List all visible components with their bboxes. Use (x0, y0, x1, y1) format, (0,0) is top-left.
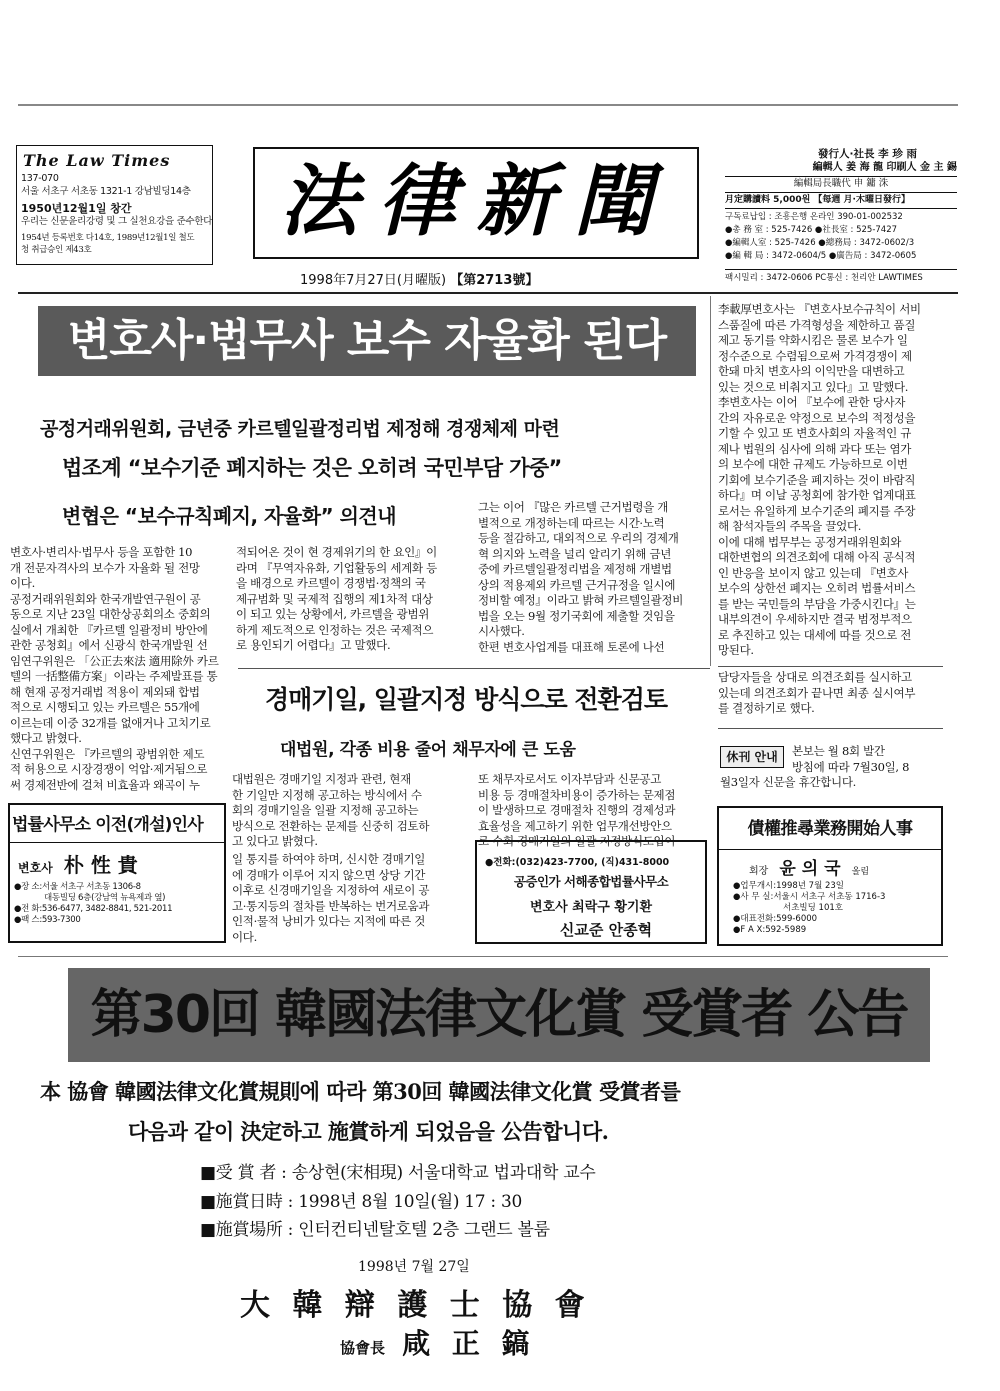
ad-office-name: 朴 性 貴 (63, 853, 138, 877)
text-line: 간의 자유로운 약정으로 보수의 적정성을 (718, 410, 916, 425)
text-line: 적 허용으로 시장경쟁이 억압·제거됨으로 (10, 762, 208, 776)
text-line: 로 추진하고 있는 대세에 따를 것으로 전 (718, 627, 912, 642)
text-line: 하게 제도적으로 인정하는 것은 국제적으 (236, 622, 434, 637)
issue-date: 1998年7月27日(月曜版) 【第2713號】 (300, 273, 539, 288)
text-line: 망된다. (718, 643, 754, 657)
text-line: 이후로 신경매기일을 지정하여 새로이 공 (232, 883, 430, 897)
ad-debt-start: ●업무개시:1998년 7월 23일 (733, 881, 845, 891)
text-line: 로서는 유일하게 보수기준의 폐지를 주장 (718, 503, 916, 518)
text-line: 적으로 시행되고 있는 카르텔은 55개에 (10, 700, 200, 714)
text-line: 에 경매가 이루어 지지 않으면 상당 기간 (232, 867, 426, 882)
masthead-right (725, 148, 957, 285)
text-line: 있는 것으로 비춰지고 있다』고 말했다. (718, 379, 909, 394)
text-line: 이다. (232, 929, 257, 944)
award-item-recipient: ■受 賞 者 : 송상현(宋相現) 서울대학교 법과대학 교수 (200, 1163, 596, 1183)
ad-office-phone: ●전 화:536-6477, 3482-8841, 521-2011 (14, 904, 173, 914)
text-line: 기회에 보수기준을 폐지하는 것이 바람직 (718, 472, 916, 487)
text-line: 있는데 의견조회가 끝나면 최종 실시여부 (718, 685, 916, 700)
phone-line-1: ●총 務 室 : 525-7426 ●社長室 : 525-7427 (725, 225, 898, 235)
ad-debt-office: ●사 무 실:서울시 서초구 서초동 1716-3 (733, 892, 886, 902)
text-line: 혁 의지와 노력을 널리 알리기 위해 금년 (478, 546, 672, 561)
text-line: 임연구위원은 「公正去來法 適用除外 카르 (10, 653, 219, 668)
editor-chief: 編輯局長職代 申 鏞 洙 (725, 176, 957, 190)
text-line: 신연구위원은 『카르텔의 광범위한 제도 (10, 746, 205, 761)
text-line: 이다. (10, 576, 35, 590)
ad-notary-phone: ●전화:(032)423-7700, (직)431-8000 (485, 857, 670, 868)
ad-debt-title: 債權推尋業務開始人事 (719, 808, 941, 850)
text-line: 라며 『무역자유화, 기업활동의 세계화 등 (236, 560, 437, 575)
ad-notary-lawyers-1: 변호사 최락구 황기환 (529, 900, 653, 915)
phone-line-2: ●編輯人室 : 525-7426 ●總務局 : 3472-0602/3 (725, 238, 915, 248)
text-line: 법을 오는 9월 정기국회에 제출할 것임을 (478, 608, 675, 623)
masthead-registration-1: 1954년 등록번호 다14호, 1989년12월1일 철도 (21, 232, 195, 243)
award-banner-title: 第30回 韓國法律文化賞 受賞者 公告 (90, 985, 908, 1045)
text-line: 이르는데 이중 32개를 없애거나 고치기로 (10, 715, 211, 730)
closure-notice-text (720, 744, 948, 791)
text-line: 적되어온 것이 현 경제위기의 한 요인』이 (236, 545, 437, 559)
second-article-col1 (232, 772, 468, 850)
masthead-left-box (16, 145, 213, 265)
law-times-logo: The Law Times (23, 151, 171, 170)
award-president-label: 協會長 (340, 1339, 386, 1357)
text-line: 을 배경으로 카르텔이 경쟁법·정책의 국 (236, 576, 426, 590)
masthead-address: 서울 서초구 서초동 1321-1 강남빌딩14층 (21, 185, 191, 197)
text-line: 인 반응을 보이지 않고 있는데 『변호사 (718, 565, 909, 580)
main-headline: 변호사·법무사 보수 자율화 된다 (67, 315, 667, 366)
main-subheadline-2: 법조계 “보수기준 폐지하는 것은 오히려 국민부담 가중” (62, 456, 562, 480)
ad-office-relocation (8, 803, 226, 943)
ad-notary-office-name: 공증인가 서해종합법률사무소 (513, 874, 669, 889)
award-president-name: 咸 正 鎬 (402, 1327, 536, 1360)
second-article-col3 (718, 670, 946, 717)
text-line: 실에서 개최한 『카르텔 일괄정비 방안에 (10, 622, 208, 637)
text-line: 대한변협의 의견조회에 대해 아직 공식적 (718, 550, 916, 564)
text-line: 제고 동기를 약화시킴은 물론 보수가 일 (718, 333, 908, 347)
text-line: 등을 절감하고, 대외적으로 우리의 경제개 (478, 531, 679, 545)
text-line: 대법원은 경매기일 지정과 관련, 현재 (232, 772, 411, 786)
ad-office-address: ●장 소:서울 서초구 서초동 1306-8 (14, 882, 141, 892)
text-line: 별적으로 개정하는데 따르는 시간·노력 (478, 515, 665, 530)
text-line: 정수준으로 수렴됨으로써 가격경쟁이 제 (718, 348, 912, 363)
ad-notary-lawyers-2: 신교준 안종혁 (559, 921, 653, 939)
text-line: 정비할 예정』이라고 밝혀 카르텔일괄정비 (478, 593, 684, 607)
text-line: 한 기일만 지정해 공고하는 방식에서 수 (232, 787, 422, 802)
award-intro-1: 本 協會 韓國法律文化賞規則에 따라 第30回 韓國法律文化賞 受賞者를 (40, 1079, 681, 1104)
issue-number: 【第2713號】 (450, 273, 539, 288)
award-item-venue: ■施賞場所 : 인터컨티넨탈호텔 2층 그랜드 볼룸 (200, 1220, 550, 1240)
text-line: 로 용인되기 어렵다』고 말했다. (236, 638, 391, 652)
text-line: 해 현재 공정거래법 적용이 제외돼 합법 (10, 684, 200, 699)
text-line: 이 발생하므로 경매절차 진행의 경제성과 (478, 803, 676, 817)
text-line: 고·통지등의 절차를 반복하는 번거로움과 (232, 898, 430, 913)
award-date: 1998년 7월 27일 (358, 1259, 470, 1275)
text-line: 해 참석자들의 주목을 끌었다. (718, 519, 862, 533)
subscription: 月定購讀料 5,000원 【每週 月·木曜日發行】 (725, 192, 957, 209)
masthead-ethics: 우리는 신문윤리강령 및 그 실천요강을 준수한다 (21, 216, 213, 227)
ad-office-building: 대동빌딩 6층(강남역 뉴욕제과 옆) (44, 893, 166, 903)
text-line: 인적·물적 낭비가 있다는 지적에 따른 것 (232, 914, 426, 928)
text-line: 일 통지를 하여야 하며, 신시한 경매기일 (232, 852, 426, 866)
main-article-col4 (718, 302, 946, 659)
text-line: 했다고 밝혔다. (10, 731, 82, 745)
text-line: 변호사·변리사·법무사 등을 포함한 10 (10, 545, 193, 559)
text-line: 개 전문자격사의 보수가 자율화 될 전망 (10, 560, 200, 575)
text-line: 고 있다고 밝혔다. (232, 834, 318, 848)
text-line: 써 경제전반에 걸쳐 비효율과 왜곡이 누 (10, 777, 200, 792)
text-line: 를 결정하기로 했다. (718, 701, 815, 715)
main-article-col3 (478, 500, 708, 655)
ad-debt-role: 회장 (749, 866, 769, 877)
text-line: 관한 공청회』에서 신광식 한국개발원 선 (10, 638, 208, 652)
text-line: 이 되고 있는 상황에서, 카르텔을 광범위 (236, 607, 430, 621)
second-subheadline: 대법원, 각종 비용 줄어 채무자에 큰 도움 (280, 740, 576, 760)
fax-info: 팩시밀리 : 3472-0606 PC통신 : 천리안 LAWTIMES (725, 269, 957, 285)
text-line: 시사했다. (478, 624, 525, 638)
text-line: 비용 등 경매절차비용이 증가하는 문제점 (478, 787, 676, 802)
text-line: 동으로 지난 23일 대한상공회의소 중회의 (10, 607, 211, 621)
text-line: 李변호사는 이어 『보수에 관한 당사자 (718, 395, 906, 409)
second-headline: 경매기일, 일괄지정 방식으로 전환검토 (265, 685, 668, 714)
main-headline-banner (38, 306, 696, 376)
award-intro-2: 다음과 같이 決定하고 施賞하게 되었음을 公告합니다. (128, 1119, 609, 1144)
ad-debt-suffix: 올림 (851, 867, 870, 877)
text-line: 기할 수 있고 또 변호사회의 자율적인 규 (718, 426, 912, 440)
newspaper-title: 法律新聞 (279, 156, 672, 247)
text-line: 또 채무자로서도 이자부담과 신문공고 (478, 772, 662, 786)
ad-office-fax: ●팩 스:593-7300 (14, 915, 81, 925)
ad-debt-phone: ●대표전화:599-6000 (733, 914, 818, 924)
publisher: 發行人·社長 李 珍 雨 (818, 148, 917, 160)
phone-line-3: ●編 輯 局 : 3472-0604/5 ●廣告局 : 3472-0605 (725, 251, 917, 261)
text-line: 상의 적용제외 카르텔 근거규정을 일시에 (478, 577, 676, 592)
text-line: 회의 경매기일을 일괄 지정해 공고하는 (232, 803, 419, 817)
ad-debt-fax: ●F A X:592-5989 (733, 925, 807, 935)
main-article-col2 (236, 545, 464, 654)
main-subheadline-3: 변협은 “보수규칙폐지, 자율화” 의견내 (62, 504, 397, 528)
second-article-col2 (478, 772, 710, 850)
text-line: 텔의 一括整備方案」이라는 주제발표를 통 (10, 669, 218, 683)
award-president (340, 1322, 536, 1362)
ad-debt-building: 서초빌딩 101호 (783, 903, 843, 913)
text-line: 한편 변호사업계를 대표해 토론에 나선 (478, 639, 665, 654)
bank-info: 구독료납입 : 조흥은행 온라인 390-01-002532 (725, 212, 903, 222)
award-item-date: ■施賞日時 : 1998년 8월 10일(월) 17 : 30 (200, 1192, 522, 1212)
text-line: 중에 카르텔일괄정리법을 제정해 개별법 (478, 562, 672, 576)
editor: 編輯人 姜 海 龍 印刷人 金 主 錫 (812, 162, 957, 173)
text-line: 그는 이어 『많은 카르텔 근거법령을 개 (478, 500, 669, 514)
text-line: 효율성을 제고하기 위한 업무개선방안으 (478, 818, 672, 833)
text-line: 월3일자 신문을 휴간합니다. (720, 775, 856, 789)
ad-debt-name: 윤 의 국 (779, 859, 841, 879)
masthead-registration-2: 청 취급승인 제43호 (21, 245, 92, 255)
text-line: 스품질에 따른 가격형성을 제한하고 품질 (718, 317, 916, 332)
masthead-zip: 137-070 (21, 173, 59, 184)
award-organization: 大 韓 辯 護 士 協 會 (240, 1288, 591, 1323)
text-line: 제규범화 및 국제적 집행의 제1차적 대상 (236, 591, 433, 606)
masthead-title-box (253, 147, 699, 259)
text-line: 방침에 따라 7월30일, 8 (792, 759, 910, 774)
award-banner (68, 968, 930, 1062)
main-article-col1 (10, 545, 232, 793)
text-line: 하다』며 이날 공청회에 참가한 업계대표 (718, 488, 916, 502)
text-line: 한돼 마치 변호사의 이익만을 대변하고 (718, 364, 905, 378)
text-line: 담당자들을 상대로 의견조회를 실시하고 (718, 670, 912, 684)
main-subheadline-1: 공정거래위원회, 금년중 카르텔일괄정리법 제정해 경쟁체제 마련 (40, 418, 560, 440)
closure-notice-label: 休刊 안내 (726, 750, 778, 764)
masthead-founded: 1950년12월1일 창간 (21, 202, 132, 215)
ad-notary-office (475, 840, 707, 944)
text-line: 로 수회 경매기일의 일괄 지정방식도입이 (478, 834, 676, 848)
text-line: 李載厚변호사는 『변호사보수규칙이 서비 (718, 302, 921, 316)
text-line: 이에 대해 법무부는 공정거래위원회와 (718, 534, 902, 549)
text-line: 방식으로 전환하는 문제를 신중히 검토하 (232, 818, 430, 833)
text-line: 보수의 상한선 폐지는 오히려 법률서비스 (718, 581, 916, 595)
text-line: 제나 법원의 심사에 의해 과다 또는 염가 (718, 441, 912, 456)
text-line: 본보는 월 8회 발간 (792, 744, 885, 758)
text-line: 공정거래위원회와 한국개발연구원이 공 (10, 591, 201, 606)
text-line: 를 받는 국민들의 부담을 가중시킨다』는 (718, 596, 916, 611)
text-line: 내부의견이 우세하지만 결국 범정부적으 (718, 612, 912, 626)
ad-office-relocation-title: 법률사무소 이전(개설)인사 (10, 805, 224, 843)
ad-office-role: 변호사 (18, 861, 53, 875)
text-line: 의 보수에 대한 규제도 가능하므로 이번 (718, 457, 908, 471)
ad-debt-collection (717, 806, 943, 946)
second-article-continued (232, 852, 468, 945)
